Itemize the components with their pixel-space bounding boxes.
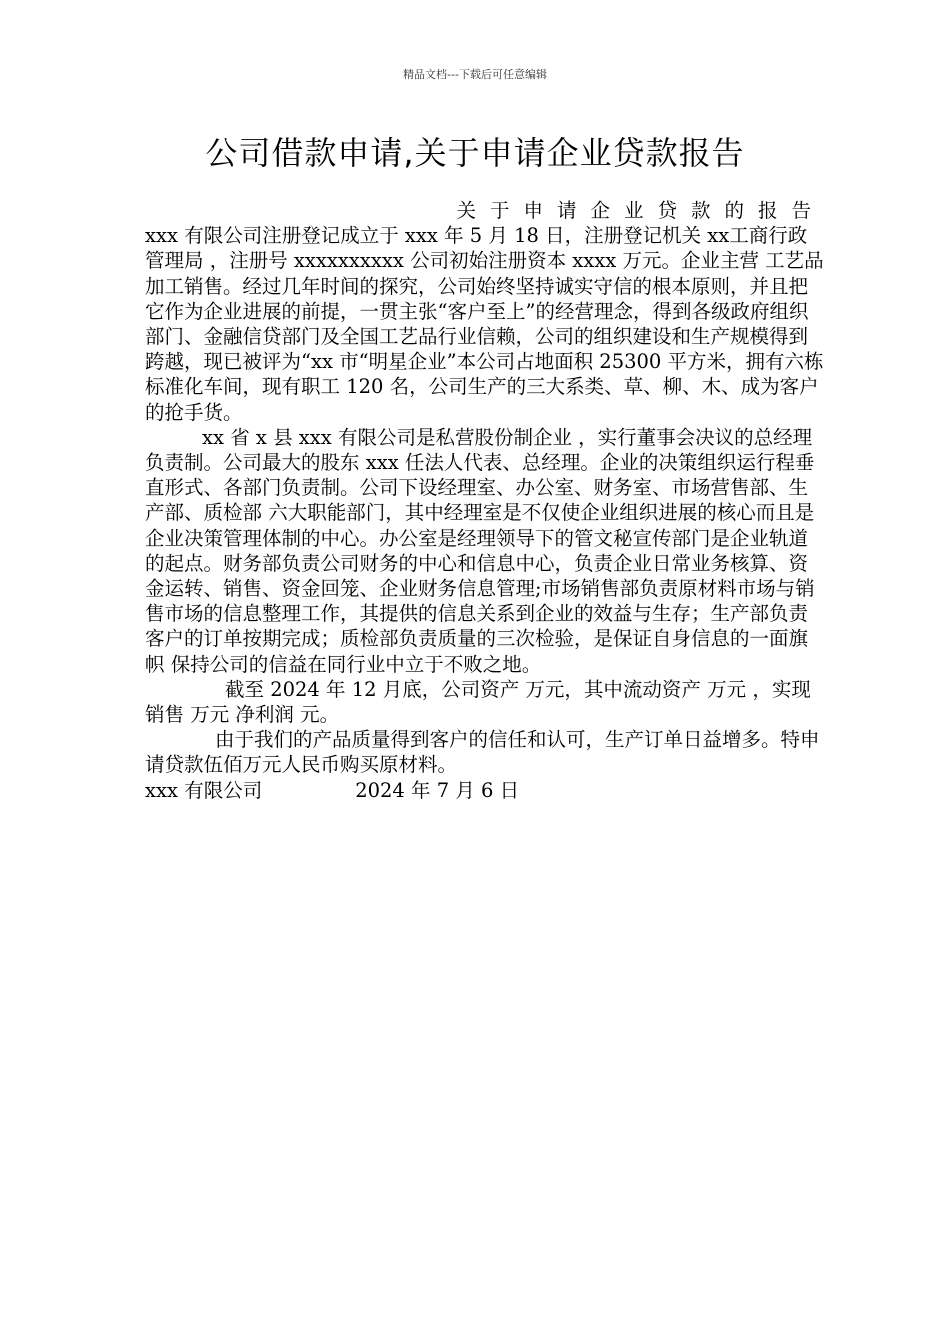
signature-date: 2024 年 7 月 6 日 bbox=[355, 778, 520, 802]
paragraph-organization: xx 省 x 县 xxx 有限公司是私营股份制企业 ，实行董事会决议的总经理负责制。公司最大的股东 xxx 任法人代表、总经理。企业的决策组织运行程垂直形式、各部门负责制。公司下设经理室、办公室、财务室、市场营售部、生产部、质检部 六大职能部门，其中经理室是不仅使企业组织进展的核心而且是企业决策管理体制的中心。办公室是经理领导下的管文秘宣传部门是企业轨道的起点。财务部负责公司财务的中心和信息中心，负责企业日常业务核算、资金运转、销售、资金回笼、企业财务信息管理;市场销售部负责原材料市场与销售市场的信息整理工作，其提供的信息关系到企业的效益与生存；生产部负责客户的订单按期完成；质检部负责质量的三次检验，是保证自身信息的一面旗帜 保持公司的信益在同行业中立于不败之地。 bbox=[145, 425, 815, 676]
report-subheading: 关于申请企业贷款的报告 bbox=[456, 199, 825, 222]
paragraph-financials: 截至 2024 年 12 月底，公司资产 万元，其中流动资产 万元 ，实现销售 万元 净利润 元。 bbox=[145, 677, 811, 727]
document-title: 公司借款申请,关于申请企业贷款报告 bbox=[205, 134, 745, 172]
signature-company: xxx 有限公司 bbox=[145, 778, 263, 802]
paragraph-loan-request: 由于我们的产品质量得到客户的信任和认可，生产订单日益增多。特申请贷款伍佰万元人民币购买原材料。 bbox=[145, 728, 820, 777]
document-body bbox=[145, 198, 825, 803]
paragraph-company-profile: xxx 有限公司注册登记成立于 xxx 年 5 月 18 日，注册登记机关 xx工商行政管理局 ，注册号 xxxxxxxxxx 公司初始注册资本 xxxx 万元。企业主营 工艺品加工销售。经过几年时间的探究，公司始终坚持诚实守信的根本原则，并且把它作为企业进展的前提，一贯主张“客户至上”的经营理念，得到各级政府组织部门、金融信贷部门及全国工艺品行业信赖，公司的组织建设和生产规模得到跨越，现已被评为“xx 市“明星企业”本公司占地面积 25300 平方米，拥有六栋标准化车间，现有职工 120 名，公司生产的三大系类、草、柳、木、成为客户的抢手货。 bbox=[145, 224, 824, 424]
header-note: 精品文档---下载后可任意编辑 bbox=[403, 68, 547, 81]
signature-line bbox=[145, 778, 825, 803]
